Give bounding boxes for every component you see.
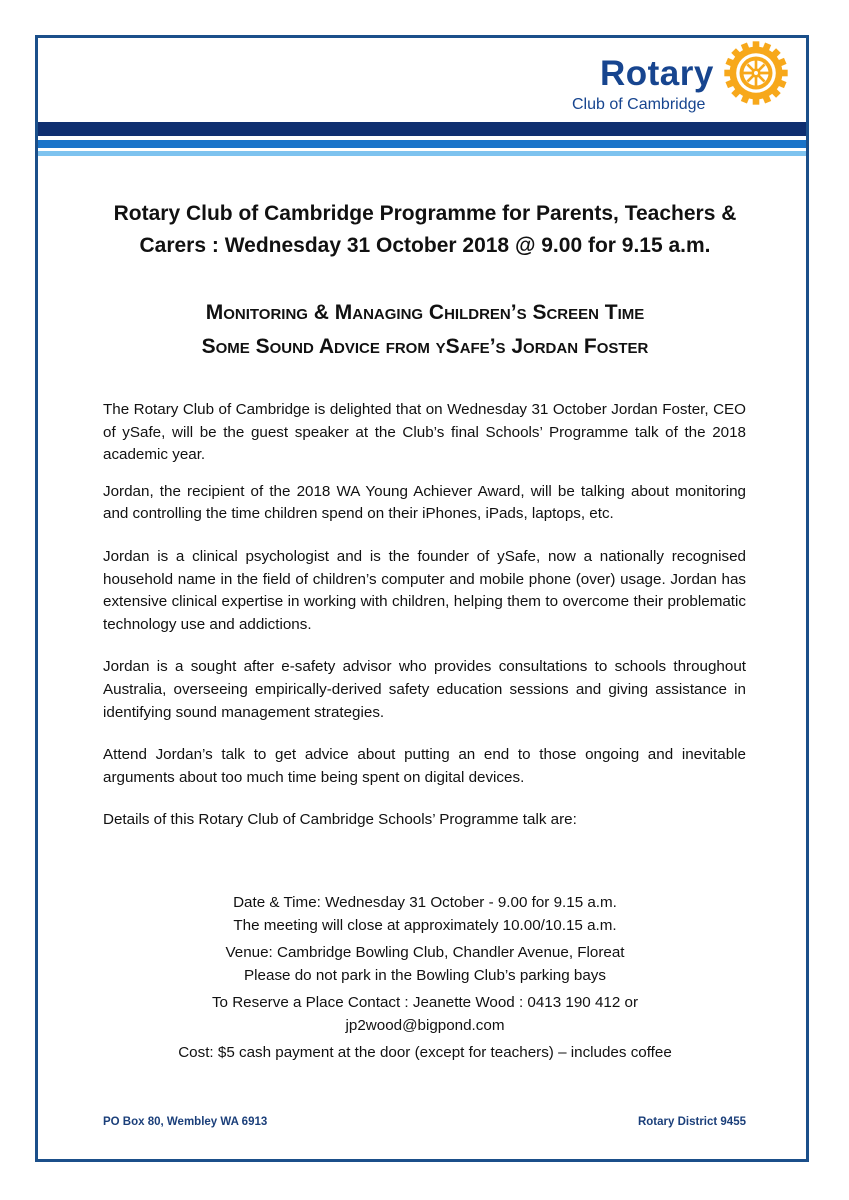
logo-club-name: Club of Cambridge bbox=[572, 96, 706, 113]
paragraph-details-intro: Details of this Rotary Club of Cambridge Schools’ Programme talk are: bbox=[103, 811, 577, 829]
logo-wordmark: Rotary bbox=[600, 54, 714, 93]
paragraph-background: Jordan is a clinical psychologist and is the founder of ySafe, now a nationally recognised household name in the field of children’s computer and mobile phone (over) usage. Jordan has extensive clinical expertise in working with children, helping them to overcome their problematic technology use and addictions. bbox=[103, 547, 746, 633]
detail-reserve: To Reserve a Place Contact : Jeanette Wood : 0413 190 412 or bbox=[211, 994, 639, 1011]
rotary-logo bbox=[560, 44, 790, 124]
header-stripes bbox=[38, 122, 806, 156]
footer-address: PO Box 80, Wembley WA 6913 bbox=[103, 1116, 268, 1128]
paragraph-attend: Attend Jordan’s talk to get advice about putting an end to those ongoing and inevitable arguments about too much time being spent on digital devices. bbox=[103, 746, 746, 786]
paragraph-intro: The Rotary Club of Cambridge is delighted that on Wednesday 31 October Jordan Foster, CEO of ySafe, will be the guest speaker at the Club’s final Schools’ Programme talk of the 2018 academic year. bbox=[103, 401, 746, 464]
page-title: Rotary Club of Cambridge Programme for Parents, Teachers & Carers : Wednesday 31 October 2018 @ 9.00 for 9.15 a.m. bbox=[113, 202, 737, 257]
detail-parking: Please do not park in the Bowling Club’s parking bays bbox=[244, 967, 606, 984]
body-text bbox=[103, 399, 746, 846]
footer-district: Rotary District 9455 bbox=[637, 1116, 746, 1128]
subtitle-line-2: Some Sound Advice from ySafe’s Jordan Foster bbox=[201, 335, 649, 358]
detail-venue: Venue: Cambridge Bowling Club, Chandler Avenue, Floreat bbox=[225, 944, 625, 961]
page-subtitle bbox=[80, 296, 770, 364]
paragraph-award: Jordan, the recipient of the 2018 WA Young Achiever Award, will be talking about monitoring and controlling the time children spend on their iPhones, iPads, laptops, etc. bbox=[103, 482, 746, 523]
paragraph-advisor: Jordan is a sought after e-safety advisor who provides consultations to schools throughout Australia, overseeing empirically-derived safety education sessions and giving assistance in identifying sound management strategies. bbox=[103, 658, 746, 721]
subtitle-line-1: Monitoring & Managing Children’s Screen Time bbox=[205, 301, 645, 324]
detail-cost: Cost: $5 cash payment at the door (except for teachers) – includes coffee bbox=[178, 1044, 672, 1061]
detail-email: jp2wood@bigpond.com bbox=[345, 1017, 505, 1034]
detail-date-time: Date & Time: Wednesday 31 October - 9.00 for 9.15 a.m. bbox=[233, 894, 617, 911]
event-details bbox=[100, 891, 750, 1064]
detail-close-time: The meeting will close at approximately 10.00/10.15 a.m. bbox=[233, 917, 617, 934]
rotary-wheel-icon bbox=[723, 40, 789, 106]
